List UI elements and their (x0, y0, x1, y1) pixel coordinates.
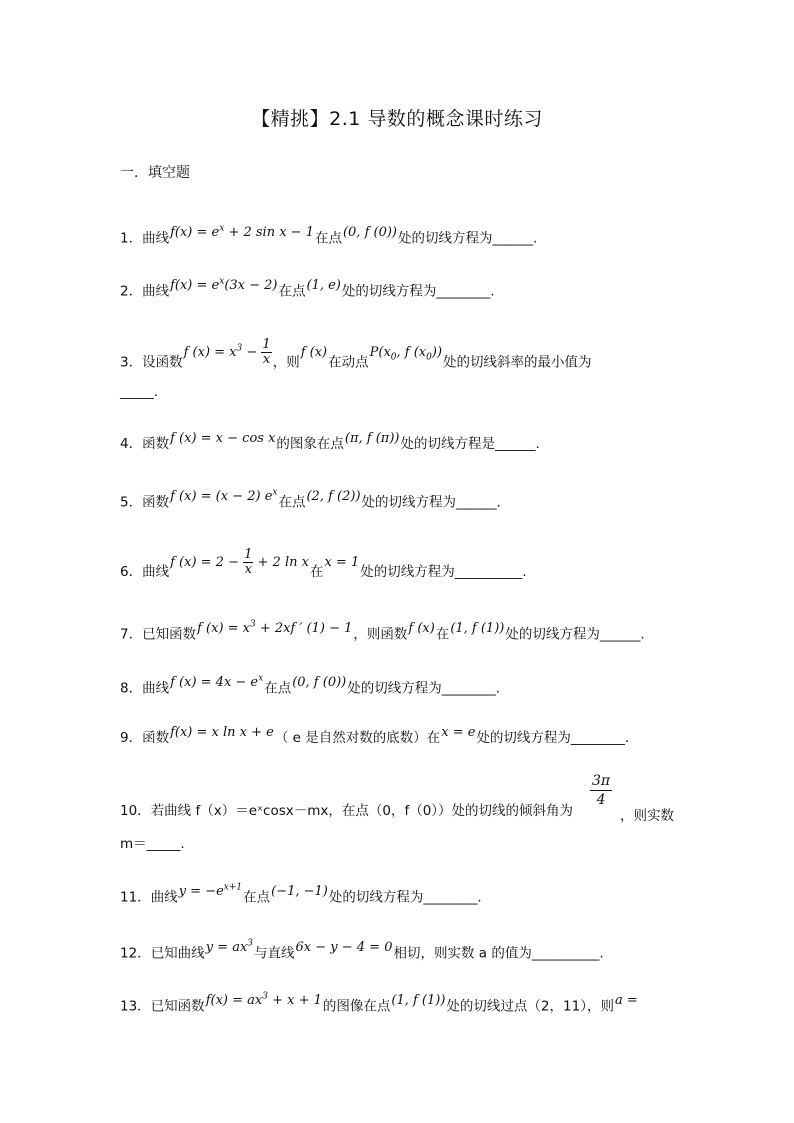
math-expression: 6x − y − 4 = 0 (295, 940, 393, 956)
math-expression: (π, f (π)) (344, 431, 400, 446)
question-5: 5．函数f (x) = (x − 2) $e^x$在点(2, f (2))处的切线方程为______. (120, 488, 501, 511)
math-expression: f $(x) = x^3$ − $\frac{1}{x}$ (183, 337, 271, 368)
math-expression: f (x) = 2 − $\frac{1}{x}$ + 2 ln x (170, 547, 309, 577)
math-expression: $f(x) = ax^3 + x + 1$ (205, 992, 322, 1009)
math-expression: $y = -e^{x+1}$ (178, 883, 243, 900)
question-3-continuation: _____. (120, 384, 159, 400)
math-expression: f (x) = x − cos x (170, 431, 276, 446)
math-expression: f (x) (300, 345, 328, 361)
question-number: 6． (120, 564, 143, 580)
math-expression: f (x) = (x − 2) $e^x$ (170, 488, 278, 505)
question-number: 8． (120, 680, 143, 697)
math-expression: a = (614, 993, 638, 1009)
math-expression: (1, f (1)) (450, 621, 505, 637)
question-4: 4．函数f (x) = x − cos x的图象在点(π, f (π))处的切线方程是______. (120, 431, 540, 452)
math-expression: (−1, −1) (271, 884, 328, 900)
question-number: 11． (120, 889, 151, 906)
question-10-continuation: m＝_____. (120, 836, 185, 852)
question-13: 13．已知函数$f(x) = ax^3 + x + 1$的图像在点(1, f (1))处的切线过点（2，11），则a = (120, 992, 638, 1015)
question-10: 10．若曲线 f（x）＝eˣcosx－mx，在点（0，f（0））处的切线的倾斜角为 (120, 803, 574, 819)
math-expression: $f(x) = e^x + 2$ sin x − 1 (170, 224, 314, 241)
math-expression: f (x) (408, 621, 435, 637)
question-number: 10． (120, 803, 151, 819)
question-2: 2．曲线$f(x) = e^x(3x - 2)$在点(1, e)处的切线方程为________. (120, 277, 495, 300)
question-number: 7． (120, 626, 143, 643)
math-expression: (1, e) (306, 278, 341, 294)
question-10-tail: ，则实数 (620, 808, 674, 824)
question-number: 2． (120, 283, 143, 300)
math-expression: (0, f (0)) (342, 225, 398, 241)
question-11: 11．曲线$y = -e^{x+1}$在点(−1, −1)处的切线方程为________. (120, 883, 482, 906)
section-heading: 一．填空题 (120, 165, 190, 181)
math-expression: f $(x) = 4x - e^x$ (170, 674, 264, 691)
question-3: 3．设函数f $(x) = x^3$ − $\frac{1}{x}$ ，则f (x)在动点$P(x_0$, f $(x_0)$)处的切线斜率的最小值为 (120, 337, 592, 371)
math-expression: f(x) = x ln x + e (170, 725, 274, 740)
question-number: 13． (120, 998, 151, 1015)
math-expression: f $(x) = x^3 + 2xf$ ′ (1) − 1 (197, 620, 353, 637)
math-expression: x = e (441, 725, 476, 740)
question-number: 12． (120, 945, 151, 962)
question-12: 12．已知曲线$y = ax^3$与直线6x − y − 4 = 0相切，则实数 a 的值为__________. (120, 939, 604, 962)
math-expression: x = 1 (324, 555, 360, 570)
math-expression: (0, f (0)) (292, 675, 347, 691)
math-expression: (1, f (1)) (391, 993, 446, 1009)
math-expression: (2, f (2)) (306, 489, 361, 505)
question-number: 3． (120, 354, 143, 371)
question-number: 5． (120, 494, 143, 511)
question-1: 1．曲线$f(x) = e^x + 2$ sin x − 1在点(0, f (0))处的切线方程为______. (120, 224, 538, 247)
question-number: 1． (120, 230, 143, 247)
math-expression: $y = ax^3$ (205, 939, 254, 956)
question-number: 4． (120, 436, 143, 452)
question-6: 6．曲线f (x) = 2 − $\frac{1}{x}$ + 2 ln x在x = 1处的切线方程为__________. (120, 547, 527, 580)
question-8: 8．曲线f $(x) = 4x - e^x$在点(0, f (0))处的切线方程为________. (120, 674, 501, 697)
question-7: 7．已知函数f $(x) = x^3 + 2xf$ ′ (1) − 1，则函数f (x)在(1, f (1))处的切线方程为______. (120, 620, 645, 643)
page-title: 【精挑】2.1 导数的概念课时练习 (251, 108, 543, 130)
question-9: 9．函数f(x) = x ln x + e（ e 是自然对数的底数）在x = e处的切线方程为________. (120, 725, 630, 746)
fraction-3pi-over-4: $\frac{3\pi}{4}$ (592, 773, 611, 808)
math-expression: $P(x_0$, f $(x_0)$) (369, 345, 443, 363)
question-number: 9． (120, 730, 143, 746)
math-expression: $f(x) = e^x(3x - 2)$ (170, 277, 278, 294)
